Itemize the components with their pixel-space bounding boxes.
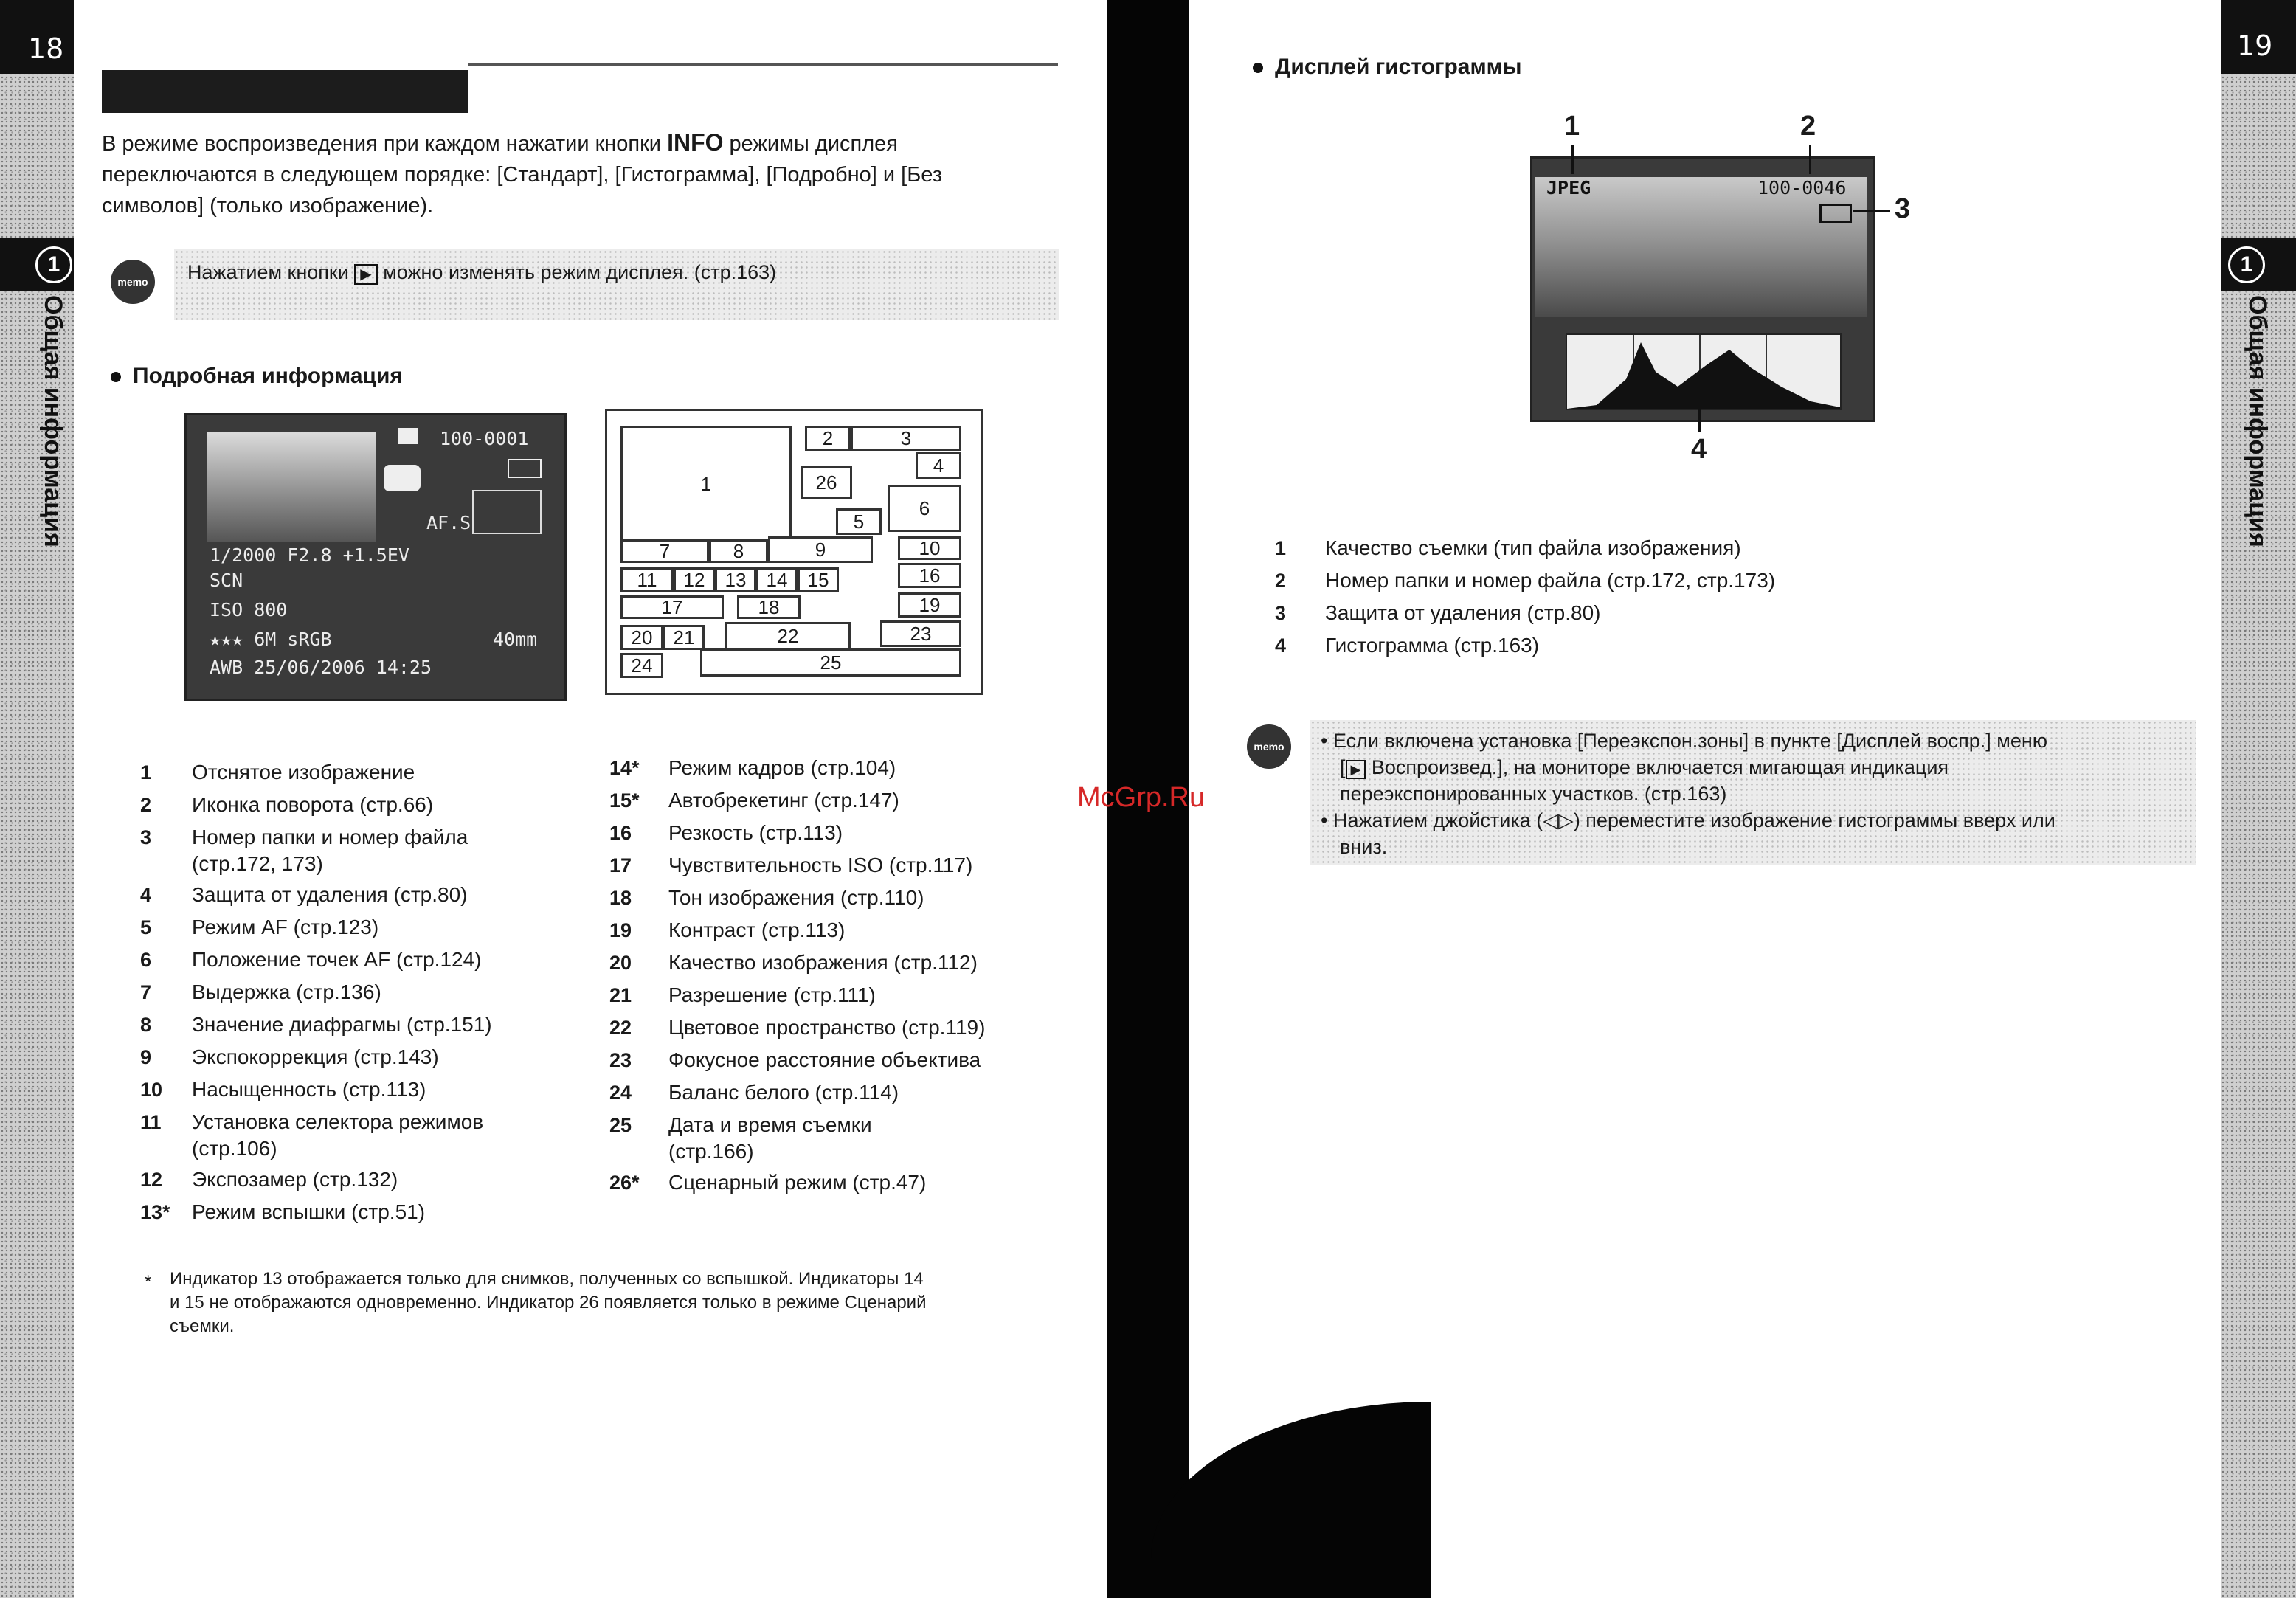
list-item-number: 24	[609, 1082, 632, 1104]
diagram-cell-24: 24	[620, 653, 663, 678]
callout-line	[1698, 398, 1701, 432]
title-rule	[468, 63, 1058, 66]
diagram-cell-17: 17	[620, 595, 724, 619]
diagram-cell-4: 4	[916, 452, 961, 479]
intro-text: режимы дисплея	[723, 132, 899, 156]
bullet-icon	[111, 372, 121, 382]
list-item-text: Фокусное расстояние объектива	[668, 1048, 981, 1071]
list-item-number: 17	[609, 854, 632, 876]
diagram-cell-3: 3	[851, 426, 961, 451]
memo-line: Воспроизвед.], на мониторе включается мигающая индикация	[1366, 756, 1949, 778]
lcd-thumbnail-image	[207, 432, 376, 542]
list-item-text: Резкость (стр.113)	[668, 821, 843, 844]
list-item-number: 13*	[140, 1201, 170, 1223]
diagram-cell-19: 19	[898, 592, 961, 618]
lcd-mode-row: SCN	[210, 570, 243, 591]
lcd-quality-label: JPEG	[1546, 177, 1591, 198]
list-item-number: 20	[609, 952, 632, 974]
diagram-cell-25: 25	[700, 648, 961, 677]
list-item-text: Чувствительность ISO (стр.117)	[668, 854, 973, 876]
diagram-cell-11: 11	[620, 567, 674, 592]
diagram-cell-15: 15	[798, 567, 839, 592]
list-item-text: Режим AF (стр.123)	[192, 916, 379, 938]
list-item-text: Положение точек AF (стр.124)	[192, 948, 482, 971]
list-item-number: 4	[1275, 634, 1287, 657]
diagram-cell-9: 9	[768, 536, 873, 563]
list-item-number: 2	[1275, 570, 1287, 592]
list-item-text: Баланс белого (стр.114)	[668, 1081, 899, 1104]
section-heading-detailed	[111, 364, 403, 389]
diagram-cell-1: 1	[620, 426, 792, 542]
watermark: McGrp.Ru	[1077, 782, 1206, 813]
diagram-cell-10: 10	[898, 536, 961, 560]
list-item-number: 3	[1275, 602, 1287, 624]
list-item-number: 8	[140, 1014, 152, 1036]
memo-text: • Если включена установка [Переэкспон.зоны] в пункте [Дисплей воспр.] меню [ ▶ Воспроизвед.], на мониторе включается мигающая индикация переэкспонированных участков. (стр.163) • Нажатием джойстика (◁▷) переместите изображение гистограммы вверх или вниз.	[1321, 727, 2055, 860]
callout-4: 4	[1691, 434, 1707, 465]
callout-line	[1809, 145, 1811, 174]
list-item-number: 19	[609, 919, 632, 941]
memo-box	[1310, 720, 2196, 865]
list-item-text: Разрешение (стр.111)	[668, 983, 876, 1006]
list-item-number: 22	[609, 1017, 632, 1039]
list-item-number: 6	[140, 949, 152, 971]
callout-2: 2	[1800, 111, 1816, 142]
list-item-number: 4	[140, 884, 152, 906]
left-page-edge	[0, 0, 74, 1598]
list-item-number: 7	[140, 981, 152, 1003]
list-item-number: 25	[609, 1114, 632, 1136]
memo-line: Нажатием джойстика (	[1332, 809, 1543, 831]
rotation-icon	[398, 428, 418, 444]
play-button-icon: ▶	[354, 264, 377, 285]
diagram-cell-5: 5	[836, 508, 882, 535]
memo-line: вниз.	[1340, 836, 1388, 858]
lcd-layout-diagram	[605, 409, 983, 695]
footnote-line: Индикатор 13 отображается только для снимков, полученных со вспышкой. Индикаторы 14	[170, 1269, 924, 1289]
list-item-number: 16	[609, 822, 632, 844]
right-page-edge	[2221, 0, 2296, 1598]
list-item-text: Защита от удаления (стр.80)	[192, 883, 468, 906]
diagram-cell-26: 26	[801, 466, 852, 499]
callout-1: 1	[1564, 111, 1580, 142]
list-item-number: 21	[609, 984, 632, 1006]
callout-line	[1853, 210, 1890, 212]
memo-box	[174, 249, 1059, 320]
af-points-icon	[472, 490, 542, 534]
list-item-text: Номер папки и номер файла (стр.172, стр.173)	[1325, 569, 1776, 592]
chapter-title-left: Общая информация	[39, 295, 67, 547]
lcd-exposure-row: 1/2000 F2.8 +1.5EV	[210, 544, 409, 566]
section-heading-histogram	[1253, 55, 1522, 80]
diagram-cell-6: 6	[888, 485, 961, 532]
diagram-cell-12: 12	[674, 567, 715, 592]
memo-text-part: можно изменять режим дисплея. (стр.163)	[377, 261, 777, 283]
list-item-text: Значение диафрагмы (стр.151)	[192, 1013, 492, 1036]
diagram-cell-13: 13	[715, 567, 756, 592]
intro-text: В режиме воспроизведения при каждом нажатии кнопки	[102, 132, 668, 156]
list-item-number: 1	[1275, 537, 1287, 559]
lcd-quality-row: ★★★ 6M sRGB	[210, 629, 332, 650]
chapter-number-right: 1	[2228, 246, 2265, 283]
intro-paragraph	[102, 127, 1061, 221]
list-item-text: Качество изображения (стр.112)	[668, 951, 978, 974]
page-number-left: 18	[28, 32, 64, 65]
list-item-text: Качество съемки (тип файла изображения)	[1325, 536, 1741, 559]
memo-line: Если включена установка [Переэкспон.зоны] в пункте [Дисплей воспр.] меню	[1332, 730, 2048, 752]
intro-text: символов] (только изображение).	[102, 194, 434, 218]
list-item-text: Экспокоррекция (стр.143)	[192, 1045, 439, 1068]
list-item-number: 9	[140, 1046, 152, 1068]
chapter-title-right: Общая информация	[2244, 295, 2272, 547]
diagram-cell-22: 22	[725, 622, 851, 650]
bullet-icon	[1253, 63, 1263, 73]
list-item-text: Режим кадров (стр.104)	[668, 756, 896, 779]
list-item-number: 2	[140, 794, 152, 816]
memo-icon: memo	[111, 260, 155, 304]
list-item-text: Насыщенность (стр.113)	[192, 1078, 426, 1101]
diagram-cell-20: 20	[620, 625, 663, 650]
joystick-icon: ◁▷	[1543, 809, 1574, 831]
list-item-number: 10	[140, 1079, 163, 1101]
callout-line	[1571, 145, 1574, 174]
list-item-number: 11	[140, 1111, 162, 1133]
play-button-icon: ▶	[1346, 760, 1366, 779]
lcd-focal-length: 40mm	[493, 629, 538, 650]
lcd-iso-row: ISO 800	[210, 599, 288, 620]
memo-line: переэкспонированных участков. (стр.163)	[1340, 783, 1727, 805]
list-item-text: Дата и время съемки	[668, 1113, 872, 1136]
list-item-text: Отснятое изображение	[192, 761, 415, 784]
memo-text	[187, 257, 776, 288]
footnote-line: и 15 не отображаются одновременно. Индикатор 26 появляется только в режиме Сценарий	[170, 1293, 927, 1312]
footnote-line: съемки.	[170, 1316, 235, 1336]
lcd-file-number: 100-0001	[440, 428, 529, 449]
list-item-text: Защита от удаления (стр.80)	[1325, 601, 1601, 624]
intro-text: переключаются в следующем порядке: [Стандарт], [Гистограмма], [Подробно] и [Без	[102, 163, 943, 187]
list-item-text: Режим вспышки (стр.51)	[192, 1200, 426, 1223]
histogram-panel	[1566, 333, 1842, 410]
list-item-text-continued: (стр.106)	[192, 1137, 277, 1160]
memo-text-part: Нажатием кнопки	[187, 261, 355, 283]
list-item-text: Выдержка (стр.136)	[192, 980, 381, 1003]
list-item-number: 3	[140, 826, 152, 848]
footnote-mark: *	[145, 1272, 152, 1292]
diagram-cell-23: 23	[880, 620, 961, 647]
callout-3: 3	[1895, 193, 1911, 224]
diagram-cell-8: 8	[709, 539, 768, 563]
chapter-number-left: 1	[35, 246, 72, 283]
protect-icon	[1819, 204, 1852, 223]
list-item-text: Установка селектора режимов	[192, 1110, 484, 1133]
lcd-date-row: AWB 25/06/2006 14:25	[210, 657, 432, 678]
list-item-number: 15*	[609, 789, 640, 812]
section-title: Дисплей гистограммы	[1275, 55, 1522, 79]
list-item-text: Сценарный режим (стр.47)	[668, 1171, 927, 1194]
diagram-cell-18: 18	[737, 595, 801, 619]
list-item-text-continued: (стр.172, 173)	[192, 852, 323, 875]
lcd-file-number: 100-0046	[1757, 177, 1847, 198]
list-item-text-continued: (стр.166)	[668, 1140, 754, 1163]
section-title-bar	[102, 70, 468, 113]
diagram-cell-2: 2	[805, 426, 851, 451]
lcd-af-mode: AF.S	[426, 512, 471, 533]
memo-icon: memo	[1247, 724, 1291, 769]
diagram-cell-16: 16	[898, 563, 961, 588]
list-item-number: 5	[140, 916, 152, 938]
diagram-cell-21: 21	[663, 625, 705, 650]
list-item-text: Экспозамер (стр.132)	[192, 1168, 398, 1191]
list-item-number: 12	[140, 1169, 163, 1191]
scene-mode-icon	[384, 465, 421, 491]
list-item-text: Гистограмма (стр.163)	[1325, 634, 1540, 657]
book-gutter-curve	[1151, 1402, 1431, 1598]
histogram-graph	[1567, 335, 1840, 409]
list-item-text: Номер папки и номер файла	[192, 826, 468, 848]
list-item-number: 26*	[609, 1172, 640, 1194]
info-key-label: INFO	[667, 129, 724, 156]
list-item-number: 23	[609, 1049, 632, 1071]
protect-icon	[508, 459, 542, 478]
list-item-text: Цветовое пространство (стр.119)	[668, 1016, 986, 1039]
list-item-text: Контраст (стр.113)	[668, 919, 846, 941]
list-item-text: Иконка поворота (стр.66)	[192, 793, 434, 816]
list-item-number: 18	[609, 887, 632, 909]
diagram-cell-14: 14	[756, 567, 798, 592]
diagram-cell-7: 7	[620, 539, 709, 563]
list-item-text: Тон изображения (стр.110)	[668, 886, 924, 909]
list-item-number: 1	[140, 761, 152, 784]
list-item-number: 14*	[609, 757, 640, 779]
list-item-text: Автобрекетинг (стр.147)	[668, 789, 899, 812]
footnote	[170, 1267, 1077, 1338]
memo-line: ) переместите изображение гистограммы вверх или	[1573, 809, 2055, 831]
page-number-right: 19	[2237, 30, 2273, 62]
section-title: Подробная информация	[133, 364, 403, 388]
